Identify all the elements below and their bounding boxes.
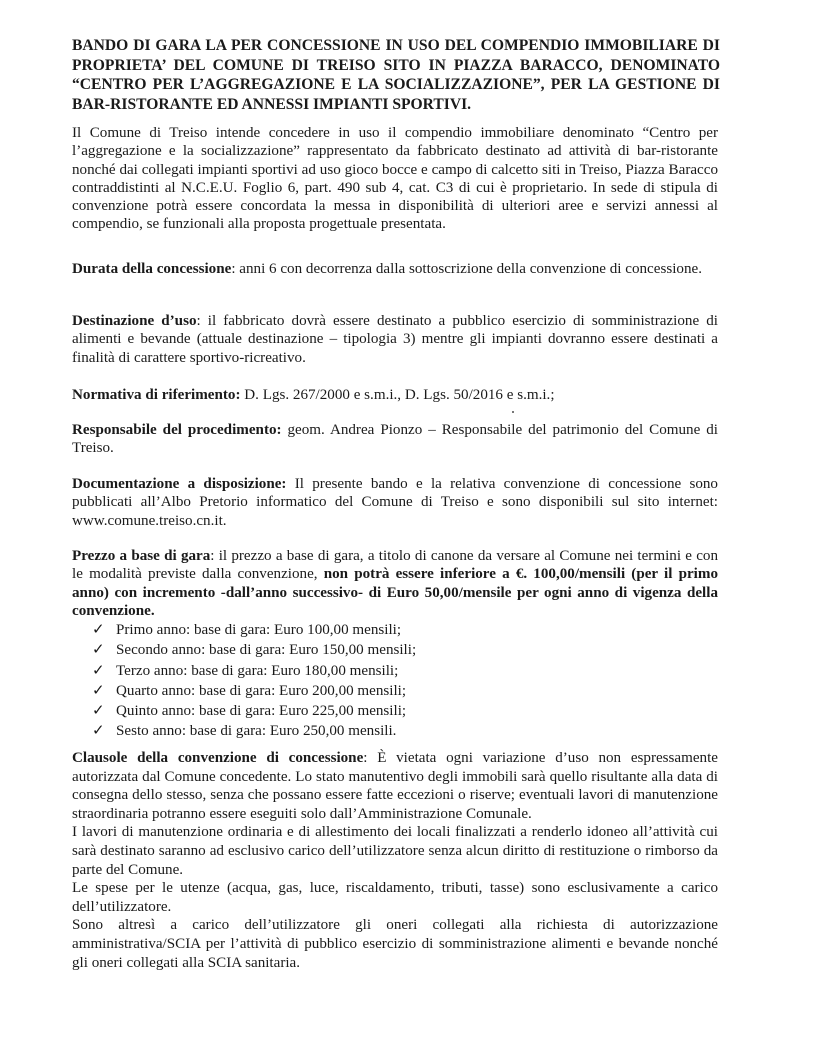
- list-item-text: Quinto anno: base di gara: Euro 225,00 mensili;: [116, 703, 407, 720]
- list-item-text: Terzo anno: base di gara: Euro 180,00 mensili;: [116, 662, 399, 679]
- clausole-paragraph-3: Le spese per le utenze (acqua, gas, luce, riscaldamento, tributi, tasse) sono esclusivamente a carico dell’utilizzatore.: [72, 880, 718, 915]
- price-list: [92, 620, 692, 742]
- prezzo-end: .: [150, 602, 155, 619]
- checkmark-icon: ✓: [92, 682, 105, 699]
- normativa-section: [72, 386, 718, 404]
- prezzo-label: Prezzo a base di gara: [72, 548, 211, 564]
- list-item: [92, 640, 692, 660]
- checkmark-icon: ✓: [92, 642, 105, 659]
- list-item: [92, 681, 692, 701]
- list-item: [92, 661, 692, 681]
- clausole-paragraph-2: I lavori di manutenzione ordinaria e di allestimento dei locali finalizzati a renderlo idoneo all’attività cui sarà destinato saranno ad esclusivo carico dell’utilizzatore senza alcun diritto di restituzione o rimborso da parte del Comune.: [72, 824, 718, 878]
- destinazione-label: Destinazione d’uso: [72, 313, 197, 329]
- durata-label: Durata della concessione: [72, 261, 232, 277]
- list-item-text: Primo anno: base di gara: Euro 100,00 mensili;: [116, 622, 402, 638]
- list-item: [92, 701, 692, 721]
- list-item-text: Secondo anno: base di gara: Euro 150,00 mensili;: [116, 642, 417, 659]
- clausole-section: [72, 749, 718, 972]
- responsabile-section: [72, 421, 718, 458]
- list-item: [92, 721, 692, 741]
- checkmark-icon: ✓: [92, 622, 105, 638]
- list-item-text: Quarto anno: base di gara: Euro 200,00 mensili;: [116, 682, 407, 699]
- responsabile-text: geom. Andrea Pionzo – Responsabile del patrimonio del Comune di Treiso.: [72, 422, 719, 457]
- durata-text: : anni 6 con decorrenza dalla sottoscrizione della convenzione di concessione.: [231, 261, 702, 277]
- destinazione-section: [72, 312, 718, 367]
- clausole-text: : È vietata ogni variazione d’uso non espressamente autorizzata dal Comune concedente. Lo stato manutentivo degli immobili sarà quello risultante alla data di consegna dello stesso, senza che possano essere fatte eccezioni o riserve; eventuali lavori di manutenzione straordinaria potranno essere eseguiti solo dall’Amministrazione Comunale.: [72, 750, 718, 822]
- clausole-paragraph-1: [72, 749, 718, 823]
- prezzo-text: : il prezzo a base di gara, a titolo di canone da versare al Comune nei termini e con le modalità previste dalla convenzione,: [72, 548, 719, 583]
- list-item-text: Sesto anno: base di gara: Euro 250,00 mensili.: [116, 723, 397, 740]
- scan-speck: [512, 411, 514, 413]
- documentazione-section: [72, 475, 718, 530]
- durata-section: [72, 260, 718, 278]
- checkmark-icon: ✓: [92, 662, 105, 679]
- normativa-text: D. Lgs. 267/2000 e s.m.i., D. Lgs. 50/2016 e s.m.i.;: [240, 387, 555, 403]
- intro-paragraph: Il Comune di Treiso intende concedere in uso il compendio immobiliare denominato “Centro per l’aggregazione e la socializzazione” rappresentato da fabbricato destinato ad attività di bar-ristorante nonché dai collegati impianti sportivi ad uso gioco bocce e campo di calcetto siti in Treiso, Piazza Baracco contraddistinti al N.C.E.U. Foglio 6, part. 490 sub 4, cat. C3 di cui è proprietario. In sede di stipula di convenzione potrà essere concordata la messa in disponibilità di ulteriori aree e servizi annessi al compendio, se funzionali alla proposta progettuale presentata.: [72, 125, 718, 233]
- destinazione-text: : il fabbricato dovrà essere destinato a pubblico esercizio di somministrazione di alimenti e bevande (attuale destinazione – tipologia 3) mentre gli impianti dovranno essere destinati a finalità di carattere sportivo-ricreativo.: [72, 313, 718, 366]
- document-title: BANDO DI GARA LA PER CONCESSIONE IN USO DEL COMPENDIO IMMOBILIARE DI PROPRIETA’ DEL COMUNE DI TREISO SITO IN PIAZZA BARACCO, DENOMINATO “CENTRO PER L’AGGREGAZIONE E LA SOCIALIZZAZIONE”, PER LA GESTIONE DI BAR-RISTORANTE ED ANNESSI IMPIANTI SPORTIVI.: [72, 37, 720, 113]
- normativa-label: Normativa di riferimento:: [72, 387, 241, 403]
- prezzo-section: [72, 547, 718, 620]
- documentazione-text: Il presente bando e la relativa convenzione di concessione sono pubblicati all’Albo Pretorio informatico del Comune di Treiso e sono disponibili sul sito internet: www.comune.treiso.cn.it.: [72, 476, 718, 529]
- checkmark-icon: ✓: [92, 723, 105, 740]
- prezzo-bold-text: non potrà essere inferiore a €. 100,00/mensili (per il primo anno) con incremento -dall’anno successivo- di Euro 50,00/mensile per ogni anno di vigenza della convenzione: [72, 566, 718, 619]
- documentazione-label: Documentazione a disposizione:: [72, 476, 287, 492]
- responsabile-label: Responsabile del procedimento:: [72, 422, 282, 438]
- clausole-paragraph-4: Sono altresì a carico dell’utilizzatore gli oneri collegati alla richiesta di autorizzazione amministrativa/SCIA per l’attività di pubblico esercizio di somministrazione alimenti e bevande nonché gli oneri collegati alla SCIA sanitaria.: [72, 917, 718, 971]
- list-item: [92, 620, 692, 640]
- checkmark-icon: ✓: [92, 703, 105, 720]
- clausole-label: Clausole della convenzione di concessione: [72, 750, 364, 766]
